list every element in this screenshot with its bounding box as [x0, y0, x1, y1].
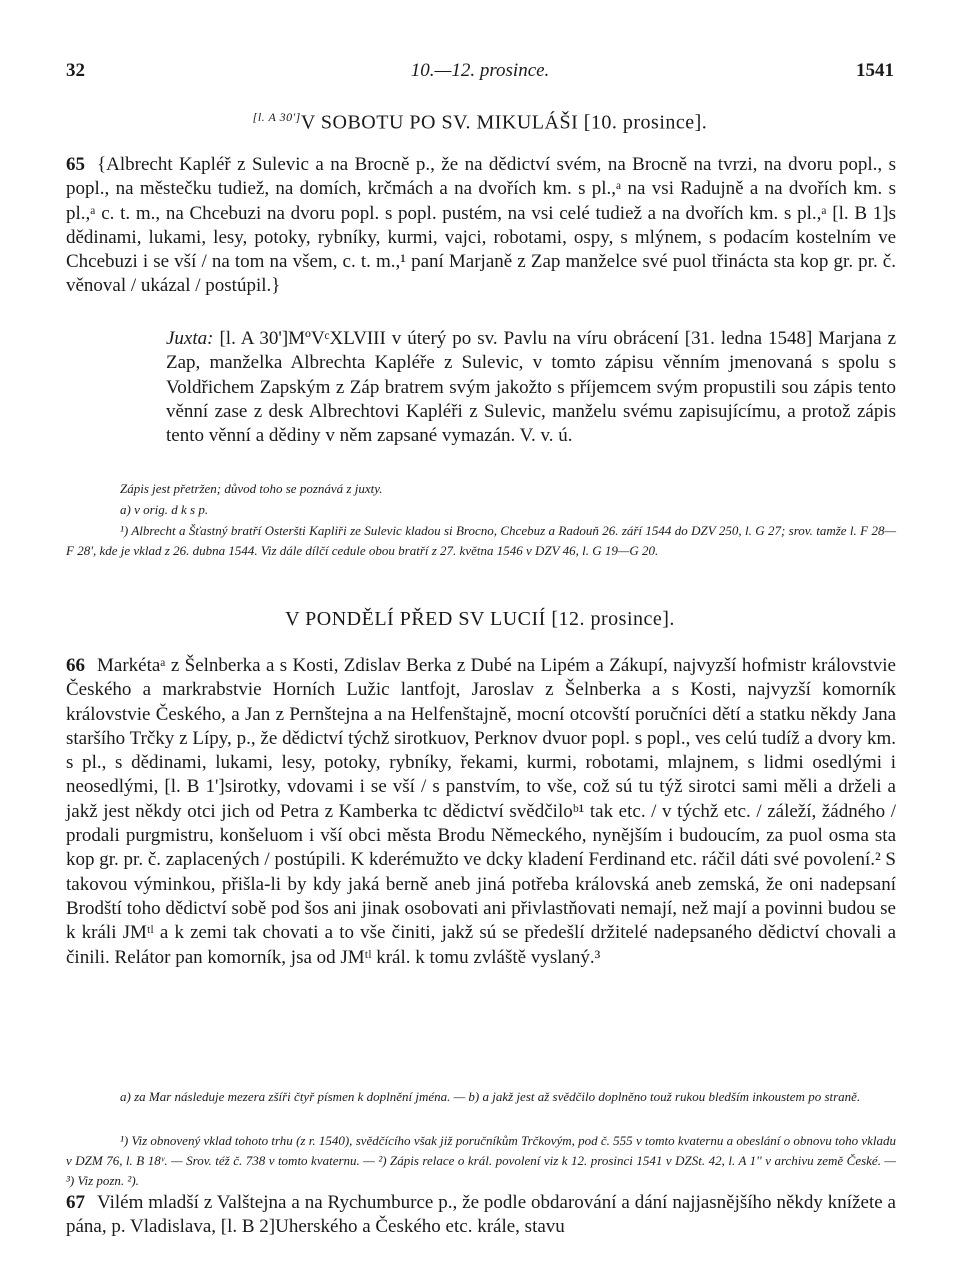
entry-text-67: Vilém mladší z Valštejna a na Rychumburce p., že podle obdarování a dání najjasnějšího někdy knížete a pána, p. Vladislava, [l. B 2]Uherského a Českého etc. krále, stavu	[66, 1192, 896, 1238]
entry-number-66: 66	[66, 655, 85, 676]
folio-ref: [l. A 30']	[252, 110, 301, 124]
footnote-66: ¹) Viz obnovený vklad tohoto trhu (z r. 1540), svědčícího však již poručníkům Trčkovým, pod č. 555 v tomto kvaternu a obeslání o obnovu toho vkladu v DZM 76, l. B 18ᵛ. — Srov. též č. 738 v tomto kvaternu. — ²) Zápis relace o král. povolení viz k 12. prosinci 1541 v DZSt. 42, l. A 1'' v archivu země České. — ³) Viz pozn. ²).	[66, 1133, 896, 1188]
section-title-1: V SOBOTU PO SV. MIKULÁŠI [10. prosince].	[300, 111, 708, 134]
note-65-line2: a) v orig. d k s p.	[120, 502, 209, 517]
running-head-dates: 10.—12. prosince.	[410, 60, 550, 81]
juxta-65	[166, 327, 896, 448]
entry-66	[66, 654, 896, 970]
section-heading-2	[66, 608, 894, 631]
page-number: 32	[66, 60, 85, 81]
entry-text-66: Markétaᵃ z Šelnberka a s Kosti, Zdislav Berka z Dubé na Lipém a Zákupí, najvyzší hofmistr královstvie Českého a markrabstvie Horních Lužic lantfojt, Jaroslav z Šelnberka a s Kosti, najvyzší komorník královstvie Českého, a Jan z Pernštejna a na Helfenštajně, mocní otcovští poručníci dětí a statku někdy Jana staršího Trčky z Lípy, p., že dědictví týchž sirotkuov, Perknov dvuor popl. s popl., ves celú tudíž a dvory km. s pl., s dědinami, lukami, lesy, potoky, rybníky, řekami, kurmi, robotami, mlajnem, s lidmi osedlými i neosedlými, [l. B 1']sirotky, vdovami i se vší / s panstvím, to vše, což sú tu týž sirotci sami měli a drželi a jakž jest někdy otci jich od Petra z Kamberka tc dědictví svědčiloᵇ¹ tak etc. / v týchž etc. / záleží, žádného / prodali purgmistru, konšeluom i vší obci města Brodu Německého, nynějším i budoucím, za puol osma sta kop gr. pr. č. zaplacených / postúpili. K kderémužto ve dcky kladení Ferdinand etc. ráčil dáti své povolení.² S takovou výminkou, přišla-li by kdy jaká berně aneb jiná potřeba královská aneb zemská, že oni nadepsaní Brodští toho dědictví sobě pod šos ani jinak osobovati ani přivlastňovati nemají, než mají a povinni budou se k králi JMᵗˡ a k zemi tak chovati a to vše činiti, jakž sú se předešlí držitelé nadepsaného dědictví chovali a činili. Relátor pan komorník, jsa od JMᵗˡ král. k tomu zvláště vyslaný.³	[66, 655, 896, 968]
entry-number-67: 67	[66, 1192, 85, 1213]
entry-text-65: {Albrecht Kapléř z Sulevic a na Brocně p., že na dědictví svém, na Brocně na tvrzi, na dvoru popl., s popl., na městečku tudiež, na domích, krčmách a na dvořích km. s pl.,ᵃ na vsi Radujně a na dvořích km. s pl.,ᵃ c. t. m., na Chcebuzi na dvoru popl. s popl. pustém, na vsi celé tudiež a na dvořích km. s pl.,ᵃ [l. B 1]s dědinami, lukami, lesy, potoky, rybníky, kurmi, vajci, robotami, ospy, s mlýnem, s podacím kostelním ve Chcebuzi i se vší / na tom na všem, c. t. m.,¹ paní Marjaně z Zap manželce své puol třinácta sta kop gr. pr. č. věnoval / ukázal / postúpil.}	[66, 154, 896, 297]
section-title-2: V PONDĚLÍ PŘED SV LUCIÍ [12. prosince].	[285, 608, 675, 630]
running-head-year: 1541	[856, 60, 894, 81]
running-head	[66, 60, 894, 90]
juxta-text: [l. A 30']MºVᶜXLVIII v úterý po sv. Pavlu na víru obrácení [31. ledna 1548] Marjana z Zap, manželka Albrechta Kapléře z Sulevic, v tomto zápisu věnním jmenovaná s spolu s Voldřichem Zapským z Záp bratrem svým jakožto s příjemcem svým propustili sou zápis tento věnní zase z desk Albrechtovi Kapléři z Sulevic, manželu svému zapisujícímu, a protož zápis tento věnní a dědiny v něm zapsané vymazán. V. v. ú.	[166, 328, 896, 447]
juxta-lead: Juxta:	[166, 328, 214, 349]
section-heading-1	[66, 110, 894, 135]
footnote-65: ¹) Albrecht a Šťastný bratří Osteršti Kapliři ze Sulevic kladou si Brocno, Chcebuz a Radouň 26. září 1544 do DZV 250, l. G 27; srov. tamže l. F 28—F 28', kde je vklad z 26. dubna 1544. Viz dále dílčí cedule obou bratří z 27. května 1546 v DZV 46, l. G 19—G 20.	[66, 523, 896, 558]
entry-67	[66, 1191, 896, 1240]
note-65-line1: Zápis jest přetržen; důvod toho se poznává z juxty.	[120, 481, 383, 496]
entry-number-65: 65	[66, 154, 85, 175]
entry-65	[66, 153, 896, 299]
note-66-line1: a) za Mar následuje mezera zšíři čtyř písmen k doplnění jména. — b) a jakž jest až svědčilo doplněno touž rukou bledším inkoustem po straně.	[120, 1089, 861, 1104]
